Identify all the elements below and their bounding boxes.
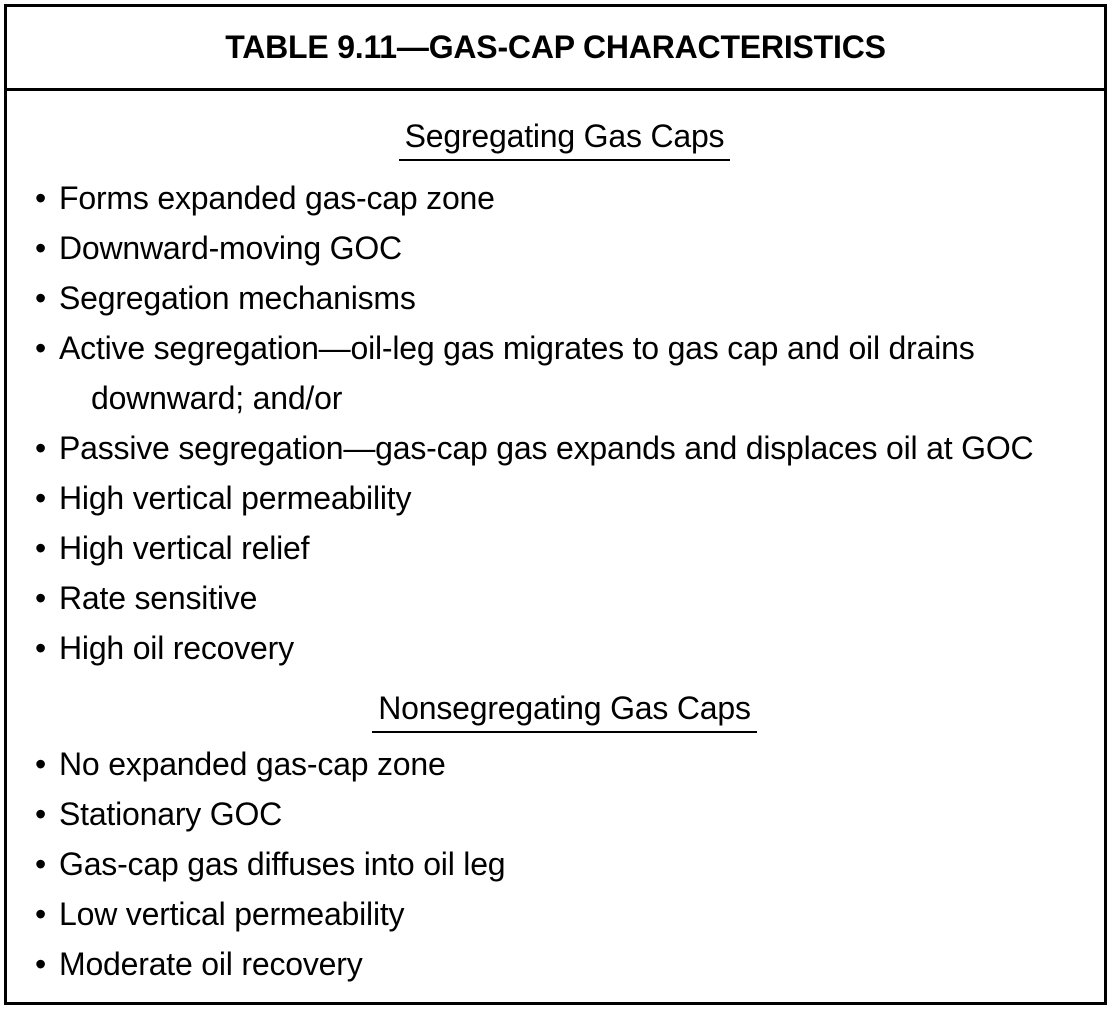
list-item [35,523,1094,573]
table-body [7,117,1104,989]
bullet-icon: • [35,180,47,216]
list-item-text: Forms expanded gas-cap zone [59,180,495,216]
list-item [35,323,1094,423]
bullet-icon: • [35,580,47,616]
bullet-icon: • [35,630,47,666]
bullet-icon: • [35,430,47,466]
section-heading-row-nonsegregating [35,689,1094,733]
list-item [35,573,1094,623]
list-item-text: Segregation mechanisms [59,280,416,316]
list-item-text: Passive segregation—gas-cap gas expands and displaces oil at GOC [59,430,1034,466]
list-item-text: Low vertical permeability [59,896,405,932]
list-item-text: Stationary GOC [59,796,283,832]
list-item-text: Downward-moving GOC [59,230,402,266]
bullet-icon: • [35,896,47,932]
nonsegregating-bullet-list [35,739,1094,989]
list-item-text: No expanded gas-cap zone [59,746,446,782]
list-item-text: High oil recovery [59,630,294,666]
bullet-icon: • [35,330,47,366]
bullet-icon: • [35,846,47,882]
list-item [35,223,1094,273]
table-9-11-frame [4,4,1107,1005]
section-heading-row-segregating [35,117,1094,161]
bullet-icon: • [35,480,47,516]
bullet-icon: • [35,796,47,832]
list-item-text: Rate sensitive [59,580,258,616]
table-title-row [7,7,1104,91]
list-item-text: High vertical permeability [59,480,412,516]
list-item-text: Gas-cap gas diffuses into oil leg [59,846,506,882]
segregating-bullet-list [35,173,1094,673]
bullet-icon: • [35,746,47,782]
list-item-text-continuation: downward; and/or [91,380,343,416]
table-title: TABLE 9.11—GAS-CAP CHARACTERISTICS [225,29,886,65]
list-item-text: Active segregation—oil-leg gas migrates to gas cap and oil drains [59,330,975,366]
list-item [35,889,1094,939]
list-item [35,623,1094,673]
list-item [35,423,1094,473]
bullet-icon: • [35,946,47,982]
list-item [35,739,1094,789]
list-item [35,789,1094,839]
bullet-icon: • [35,280,47,316]
list-item [35,839,1094,889]
list-item-text: Moderate oil recovery [59,946,363,982]
section-heading-nonsegregating: Nonsegregating Gas Caps [372,689,757,733]
bullet-icon: • [35,230,47,266]
list-item [35,273,1094,323]
list-item [35,173,1094,223]
list-item-text: High vertical relief [59,530,310,566]
bullet-icon: • [35,530,47,566]
section-heading-segregating: Segregating Gas Caps [399,117,731,161]
list-item [35,939,1094,989]
list-item [35,473,1094,523]
